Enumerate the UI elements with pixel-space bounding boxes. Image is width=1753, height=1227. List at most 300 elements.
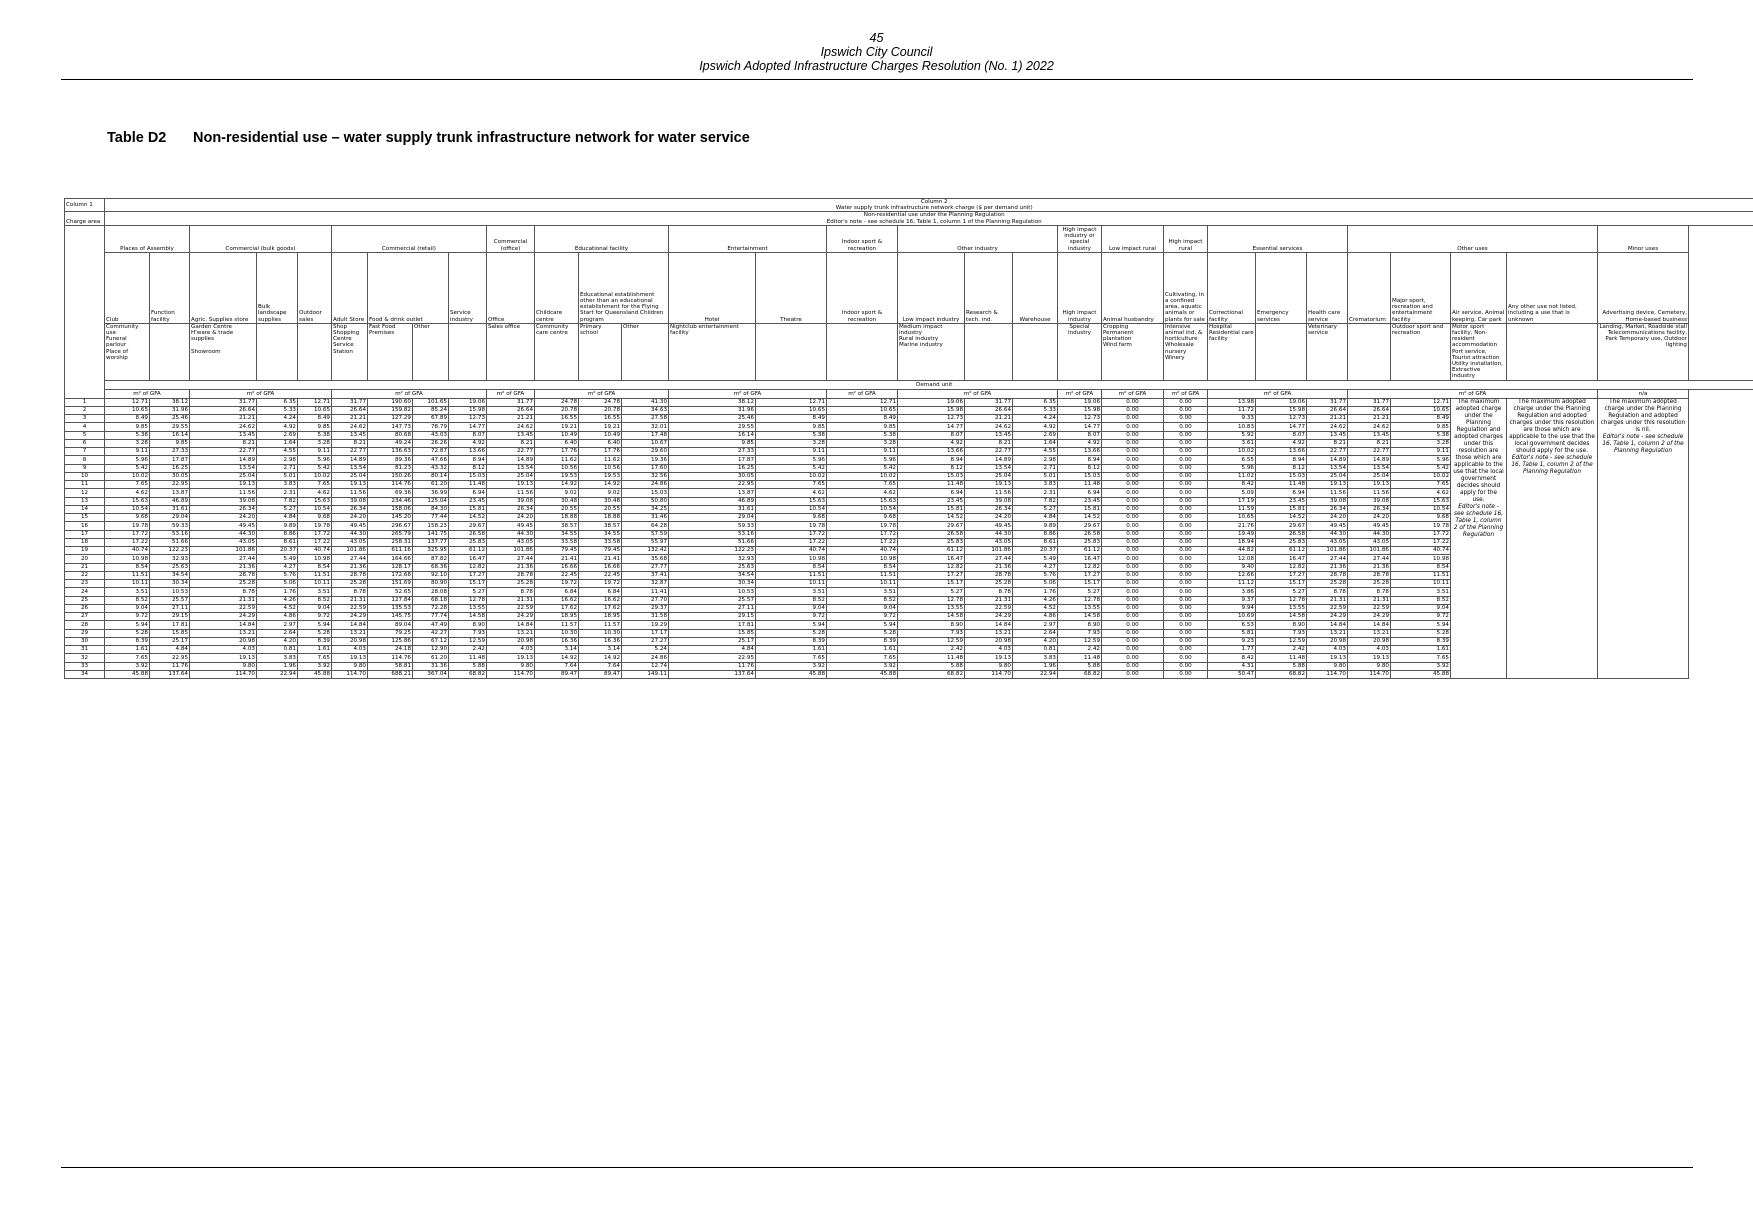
table-cell: 16.66 bbox=[579, 563, 622, 571]
table-cell: 3.28 bbox=[298, 439, 332, 447]
table-cell: 6.84 bbox=[535, 588, 579, 596]
example-item: Winery bbox=[1165, 354, 1185, 361]
table-cell: 9.37 bbox=[1208, 596, 1256, 604]
table-cell: 14.77 bbox=[449, 423, 487, 431]
table-cell: 25.04 bbox=[965, 472, 1013, 480]
table-cell: 145.75 bbox=[368, 613, 413, 621]
table-cell: 101.86 bbox=[965, 547, 1013, 555]
table-cell: 27.27 bbox=[622, 637, 669, 645]
table-cell: 14.58 bbox=[449, 613, 487, 621]
table-cell: 29.67 bbox=[1256, 522, 1307, 530]
footer-rule bbox=[61, 1167, 1693, 1168]
table-cell: 2.42 bbox=[1256, 646, 1307, 654]
table-cell: 30.48 bbox=[579, 497, 622, 505]
table-cell: 0.00 bbox=[1102, 580, 1164, 588]
table-cell: 122.23 bbox=[150, 547, 190, 555]
table-cell: 10.65 bbox=[1391, 406, 1451, 414]
table-cell: 0.00 bbox=[1164, 596, 1208, 604]
table-cell: 11.62 bbox=[579, 456, 622, 464]
table-cell: 0.00 bbox=[1102, 489, 1164, 497]
table-cell: 21.76 bbox=[1208, 522, 1256, 530]
table-cell: 2.31 bbox=[1013, 489, 1058, 497]
table-cell: 7.65 bbox=[298, 481, 332, 489]
examples-edu-b: Other bbox=[622, 323, 669, 380]
table-cell: 14.84 bbox=[1307, 621, 1348, 629]
table-cell: 13.21 bbox=[332, 629, 368, 637]
table-cell: 0.00 bbox=[1164, 481, 1208, 489]
table-cell: 7.65 bbox=[105, 481, 150, 489]
table-cell: 28.78 bbox=[190, 571, 257, 579]
note-text: The maximum adopted charge under the Planning Regulation and adopted charges under this resolution is nil. bbox=[1600, 398, 1686, 433]
table-cell: 0.00 bbox=[1102, 505, 1164, 513]
table-cell: 0.00 bbox=[1164, 538, 1208, 546]
table-cell: 125.04 bbox=[413, 497, 449, 505]
table-cell: 16.36 bbox=[579, 637, 622, 645]
col-name: Office bbox=[487, 252, 535, 323]
table-cell: 22.59 bbox=[487, 604, 535, 612]
table-cell: 49.45 bbox=[190, 522, 257, 530]
table-cell: 4.84 bbox=[1013, 514, 1058, 522]
table-cell: 7.64 bbox=[535, 662, 579, 670]
table-cell: 3.86 bbox=[1208, 588, 1256, 596]
table-cell: 4.26 bbox=[257, 596, 298, 604]
table-cell: 114.70 bbox=[190, 670, 257, 678]
table-cell: 5.38 bbox=[105, 431, 150, 439]
table-cell: 40.74 bbox=[298, 547, 332, 555]
table-cell: 29.55 bbox=[150, 423, 190, 431]
table-cell: 11 bbox=[65, 481, 105, 489]
table-cell: 11.48 bbox=[1256, 481, 1307, 489]
table-cell: 3.14 bbox=[535, 646, 579, 654]
table-cell: 20.98 bbox=[332, 637, 368, 645]
table-cell: 4.03 bbox=[1348, 646, 1391, 654]
table-cell: 21.21 bbox=[1348, 415, 1391, 423]
table-cell: 9.04 bbox=[827, 604, 898, 612]
editor-note: Editor's note - see schedule 16, Table 1, column 2 of the Planning Regulation bbox=[1453, 503, 1504, 538]
table-cell: 68.18 bbox=[413, 596, 449, 604]
example-item: Medium impact industry bbox=[899, 323, 943, 337]
table-cell: 24.18 bbox=[368, 646, 413, 654]
table-cell: 12.82 bbox=[1058, 563, 1102, 571]
group-other-industry: Other industry bbox=[898, 225, 1058, 252]
table-cell: 15.81 bbox=[898, 505, 965, 513]
table-cell: 45.88 bbox=[1391, 670, 1451, 678]
table-cell: 29 bbox=[65, 629, 105, 637]
table-cell: 18 bbox=[65, 538, 105, 546]
table-cell: 19.06 bbox=[1058, 398, 1102, 406]
table-cell: 24.20 bbox=[332, 514, 368, 522]
table-cell: 10.98 bbox=[105, 555, 150, 563]
planning-regulation-header bbox=[105, 212, 1753, 225]
table-cell: 29.15 bbox=[669, 613, 756, 621]
table-cell: 17.60 bbox=[622, 464, 669, 472]
table-cell: 0.00 bbox=[1164, 629, 1208, 637]
table-cell: 33.58 bbox=[535, 538, 579, 546]
table-cell: 8.07 bbox=[449, 431, 487, 439]
table-cell: 5.01 bbox=[1013, 472, 1058, 480]
table-cell: 6.35 bbox=[1013, 398, 1058, 406]
example-item: Residential care facility bbox=[1209, 330, 1254, 343]
table-cell: 5.96 bbox=[105, 456, 150, 464]
table-cell: 15.03 bbox=[1256, 472, 1307, 480]
table-cell: 51.66 bbox=[150, 538, 190, 546]
table-cell: 89.36 bbox=[368, 456, 413, 464]
table-cell: 21.31 bbox=[1307, 596, 1348, 604]
table-cell: 114.76 bbox=[368, 481, 413, 489]
table-cell: 24.62 bbox=[965, 423, 1013, 431]
name-row-spacer bbox=[65, 252, 105, 323]
data-rows bbox=[65, 398, 1753, 679]
examples-low-impact bbox=[898, 323, 965, 380]
table-cell: 26.58 bbox=[898, 530, 965, 538]
table-cell: 34.54 bbox=[150, 571, 190, 579]
table-cell: 42.27 bbox=[413, 629, 449, 637]
table-cell: 47.49 bbox=[413, 621, 449, 629]
col-name: Emergency services bbox=[1256, 252, 1307, 323]
table-cell: 25.57 bbox=[150, 596, 190, 604]
table-cell: 0.00 bbox=[1102, 456, 1164, 464]
table-cell: 13.87 bbox=[150, 489, 190, 497]
table-cell: 16.36 bbox=[535, 637, 579, 645]
table-cell: 31.96 bbox=[150, 406, 190, 414]
table-cell: 20.55 bbox=[579, 505, 622, 513]
table-cell: 0.00 bbox=[1164, 654, 1208, 662]
examples-hotel: Nightclub entertainment facility bbox=[669, 323, 756, 380]
table-cell: 10.30 bbox=[535, 629, 579, 637]
table-cell: 13.55 bbox=[1256, 604, 1307, 612]
table-cell: 13.54 bbox=[190, 464, 257, 472]
table-cell: 0.00 bbox=[1164, 456, 1208, 464]
table-cell: 31.96 bbox=[669, 406, 756, 414]
table-cell: 15.17 bbox=[898, 580, 965, 588]
table-cell: 21.21 bbox=[487, 415, 535, 423]
table-cell: 34.25 bbox=[622, 505, 669, 513]
table-cell: 44.82 bbox=[1208, 547, 1256, 555]
table-cell: 10.11 bbox=[827, 580, 898, 588]
table-cell: 10.69 bbox=[1208, 613, 1256, 621]
table-cell: 21.21 bbox=[332, 415, 368, 423]
table-cell: 3.92 bbox=[105, 662, 150, 670]
table-row bbox=[65, 398, 1753, 406]
table-cell: 17.87 bbox=[669, 456, 756, 464]
table-cell: 10.56 bbox=[579, 464, 622, 472]
table-cell: 28.78 bbox=[965, 571, 1013, 579]
table-cell: 4.03 bbox=[1307, 646, 1348, 654]
table-cell: 3.83 bbox=[257, 654, 298, 662]
table-cell: 7.93 bbox=[1256, 629, 1307, 637]
table-cell: 4.62 bbox=[1391, 489, 1451, 497]
table-cell: 8.78 bbox=[487, 588, 535, 596]
group-high-impact-industry: High impact industry or special industry bbox=[1058, 225, 1102, 252]
table-cell: 20.55 bbox=[535, 505, 579, 513]
table-cell: 40.74 bbox=[1391, 547, 1451, 555]
table-cell: 30.34 bbox=[669, 580, 756, 588]
table-cell: 3.83 bbox=[257, 481, 298, 489]
table-cell: 24.78 bbox=[535, 398, 579, 406]
table-cell: 17.76 bbox=[579, 448, 622, 456]
col-name: Correctional facility bbox=[1208, 252, 1256, 323]
col-name: Any other use not listed, including a use that is unknown bbox=[1507, 252, 1598, 323]
examples-food-b: Other bbox=[413, 323, 449, 380]
table-cell: 19.13 bbox=[190, 654, 257, 662]
table-cell: 7.65 bbox=[756, 481, 827, 489]
table-cell: 10.54 bbox=[1391, 505, 1451, 513]
table-cell: 25.57 bbox=[669, 596, 756, 604]
table-cell: 2.64 bbox=[257, 629, 298, 637]
table-cell: 43.05 bbox=[1348, 538, 1391, 546]
table-cell: 77.74 bbox=[413, 613, 449, 621]
table-cell: 5.28 bbox=[298, 629, 332, 637]
table-cell: 5.27 bbox=[1058, 588, 1102, 596]
table-cell: 5.09 bbox=[1208, 489, 1256, 497]
table-cell: 9.94 bbox=[1208, 604, 1256, 612]
table-cell: 32.56 bbox=[622, 472, 669, 480]
table-cell: 24.20 bbox=[965, 514, 1013, 522]
table-cell: 8.39 bbox=[1391, 637, 1451, 645]
examples-air bbox=[1451, 323, 1507, 380]
col-name: Crematorium bbox=[1348, 252, 1391, 323]
table-cell: 0.00 bbox=[1164, 431, 1208, 439]
col-name: Cultivating, in a confined area, aquatic animals or plants for sale bbox=[1164, 252, 1208, 323]
table-cell: 35.68 bbox=[622, 555, 669, 563]
table-cell: 158.06 bbox=[368, 505, 413, 513]
table-cell: 24.78 bbox=[579, 398, 622, 406]
table-cell: 23.45 bbox=[1058, 497, 1102, 505]
table-cell: 34.63 bbox=[622, 406, 669, 414]
table-cell: 14.52 bbox=[1058, 514, 1102, 522]
example-item: Permanent plantation bbox=[1103, 330, 1134, 343]
table-cell: 25.46 bbox=[669, 415, 756, 423]
table-cell: 25.04 bbox=[332, 472, 368, 480]
table-cell: 26.64 bbox=[487, 406, 535, 414]
table-cell: 3.51 bbox=[1391, 588, 1451, 596]
col-name: Research & tech. ind. bbox=[965, 252, 1013, 323]
table-cell: 10.56 bbox=[535, 464, 579, 472]
group-commercial-bulk: Commercial (bulk goods) bbox=[190, 225, 332, 252]
table-cell: 19.13 bbox=[190, 481, 257, 489]
table-cell: 12.82 bbox=[1256, 563, 1307, 571]
table-cell: 7 bbox=[65, 448, 105, 456]
table-cell: 16.55 bbox=[579, 415, 622, 423]
table-cell: 8.49 bbox=[105, 415, 150, 423]
table-cell: 10.11 bbox=[298, 580, 332, 588]
table-cell: 8.86 bbox=[257, 530, 298, 538]
table-cell: 4.20 bbox=[1013, 637, 1058, 645]
group-commercial-office: Commercial (office) bbox=[487, 225, 535, 252]
table-cell: 13.45 bbox=[1307, 431, 1348, 439]
table-cell: 19.78 bbox=[827, 522, 898, 530]
table-cell: 37.41 bbox=[622, 571, 669, 579]
table-cell: 5.81 bbox=[1208, 629, 1256, 637]
table-cell: 5.27 bbox=[1256, 588, 1307, 596]
table-cell: 25.04 bbox=[487, 472, 535, 480]
table-cell: 13.45 bbox=[190, 431, 257, 439]
table-cell: 234.46 bbox=[368, 497, 413, 505]
table-cell: 20.78 bbox=[579, 406, 622, 414]
table-cell: 23.45 bbox=[449, 497, 487, 505]
table-cell: 20 bbox=[65, 555, 105, 563]
header-rule bbox=[61, 79, 1693, 80]
table-cell: 31.58 bbox=[622, 613, 669, 621]
table-cell: 61.12 bbox=[1058, 547, 1102, 555]
table-cell: 21.21 bbox=[965, 415, 1013, 423]
table-cell: 5.27 bbox=[898, 588, 965, 596]
table-cell: 21.31 bbox=[190, 596, 257, 604]
table-cell: 6.94 bbox=[1256, 489, 1307, 497]
editor-note: Editor's note - see schedule 16, Table 1, column 2 of the Planning Regulation bbox=[1602, 433, 1684, 454]
table-cell: 3.51 bbox=[827, 588, 898, 596]
table-cell: 68.36 bbox=[413, 563, 449, 571]
table-cell: 101.86 bbox=[1307, 547, 1348, 555]
table-cell: 19.13 bbox=[1307, 654, 1348, 662]
table-cell: 0.81 bbox=[257, 646, 298, 654]
table-cell: 84.30 bbox=[413, 505, 449, 513]
table-cell: 19.13 bbox=[1348, 654, 1391, 662]
table-cell: 32 bbox=[65, 654, 105, 662]
table-cell: 11.48 bbox=[1256, 654, 1307, 662]
table-cell: 5 bbox=[65, 431, 105, 439]
table-cell: 8.90 bbox=[449, 621, 487, 629]
table-cell: 22.95 bbox=[150, 654, 190, 662]
table-cell: 10.54 bbox=[827, 505, 898, 513]
table-cell: 9.80 bbox=[190, 662, 257, 670]
col-name: Educational establishment other than an educational establishment for the Flying Start for Queensland Children program bbox=[579, 252, 669, 323]
table-cell: 8.42 bbox=[1208, 654, 1256, 662]
table-cell: 20.98 bbox=[487, 637, 535, 645]
table-cell: 4.86 bbox=[257, 613, 298, 621]
table-cell: 8.07 bbox=[1256, 431, 1307, 439]
table-cell: 32.01 bbox=[622, 423, 669, 431]
table-cell: 11.48 bbox=[449, 654, 487, 662]
table-cell: 14.89 bbox=[1307, 456, 1348, 464]
table-cell: 150.26 bbox=[368, 472, 413, 480]
table-cell: 9.85 bbox=[827, 423, 898, 431]
table-cell: 31.77 bbox=[1348, 398, 1391, 406]
table-cell: 4.55 bbox=[1013, 448, 1058, 456]
table-cell: 19.29 bbox=[622, 621, 669, 629]
table-cell: 3.83 bbox=[1013, 654, 1058, 662]
unit-row-spacer bbox=[65, 389, 105, 398]
table-cell: 0.00 bbox=[1102, 571, 1164, 579]
table-cell: 31 bbox=[65, 646, 105, 654]
example-item: Utility installation, Extractive industry bbox=[1452, 361, 1503, 380]
table-cell: 8.21 bbox=[1307, 439, 1348, 447]
table-cell: 14.52 bbox=[449, 514, 487, 522]
table-cell: 0.00 bbox=[1164, 588, 1208, 596]
table-cell: 2.69 bbox=[1013, 431, 1058, 439]
table-cell: 10.65 bbox=[105, 406, 150, 414]
example-item: Intensive animal ind. & horticulture bbox=[1165, 323, 1203, 343]
table-cell: 92.10 bbox=[413, 571, 449, 579]
table-cell: 9.04 bbox=[756, 604, 827, 612]
table-cell: 0.00 bbox=[1102, 637, 1164, 645]
table-cell: 24.62 bbox=[1348, 423, 1391, 431]
table-cell: 8.61 bbox=[1013, 538, 1058, 546]
table-cell: 22.77 bbox=[1348, 448, 1391, 456]
table-cell: 15.81 bbox=[1058, 505, 1102, 513]
table-cell: 12.73 bbox=[1256, 415, 1307, 423]
unit-label: m² of GFA bbox=[898, 389, 1058, 398]
table-cell: 29.60 bbox=[622, 448, 669, 456]
table-cell: 8.39 bbox=[105, 637, 150, 645]
table-cell: 72.87 bbox=[413, 448, 449, 456]
table-cell: 12.59 bbox=[449, 637, 487, 645]
table-cell: 49.45 bbox=[1348, 522, 1391, 530]
table-cell: 25.28 bbox=[1348, 580, 1391, 588]
table-cell: 8.52 bbox=[105, 596, 150, 604]
table-cell: 18.88 bbox=[579, 514, 622, 522]
table-cell: 27.44 bbox=[190, 555, 257, 563]
table-cell: 30.48 bbox=[535, 497, 579, 505]
table-cell: 8.52 bbox=[1391, 596, 1451, 604]
table-cell: 10.53 bbox=[669, 588, 756, 596]
table-cell: 10.98 bbox=[298, 555, 332, 563]
table-cell: 26.34 bbox=[1348, 505, 1391, 513]
table-cell: 15.63 bbox=[1391, 497, 1451, 505]
table-cell: 12.71 bbox=[105, 398, 150, 406]
table-cell: 0.00 bbox=[1164, 646, 1208, 654]
group-indoor-sport: Indoor sport & recreation bbox=[827, 225, 898, 252]
table-cell: 81.23 bbox=[368, 464, 413, 472]
table-cell: 25.28 bbox=[190, 580, 257, 588]
examples-adult bbox=[332, 323, 368, 380]
table-cell: 18.95 bbox=[579, 613, 622, 621]
table-cell: 15.63 bbox=[105, 497, 150, 505]
table-cell: 9.04 bbox=[105, 604, 150, 612]
table-cell: 8.21 bbox=[190, 439, 257, 447]
table-cell: 29.67 bbox=[898, 522, 965, 530]
table-cell: 6.40 bbox=[535, 439, 579, 447]
table-cell: 25.83 bbox=[1256, 538, 1307, 546]
table-cell: 11.02 bbox=[1208, 472, 1256, 480]
table-cell: 43.05 bbox=[332, 538, 368, 546]
table-cell: 11.48 bbox=[1058, 481, 1102, 489]
table-cell: 24.29 bbox=[487, 613, 535, 621]
table-cell: 24.29 bbox=[190, 613, 257, 621]
note-other-uses-a bbox=[1451, 398, 1507, 679]
table-cell: 1.76 bbox=[257, 588, 298, 596]
table-cell: 19.21 bbox=[579, 423, 622, 431]
planning-line-1: Non-residential use under the Planning Regulation bbox=[863, 212, 1005, 219]
table-cell: 21.31 bbox=[487, 596, 535, 604]
table-cell: 16.14 bbox=[150, 431, 190, 439]
table-cell: 5.24 bbox=[622, 646, 669, 654]
table-cell: 4.52 bbox=[1013, 604, 1058, 612]
table-cell: 5.94 bbox=[105, 621, 150, 629]
demand-unit-label: Demand unit bbox=[105, 380, 1753, 389]
col-name: Indoor sport & recreation bbox=[827, 252, 898, 323]
table-cell: 17.72 bbox=[1391, 530, 1451, 538]
table-cell: 17.81 bbox=[669, 621, 756, 629]
table-cell: 10.53 bbox=[150, 588, 190, 596]
table-cell: 5.96 bbox=[827, 456, 898, 464]
table-cell: 7.82 bbox=[257, 497, 298, 505]
table-cell: 13.66 bbox=[1058, 448, 1102, 456]
table-cell: 31.46 bbox=[622, 514, 669, 522]
table-cell: 4.92 bbox=[1058, 439, 1102, 447]
table-cell: 11.56 bbox=[1348, 489, 1391, 497]
table-cell: 13.21 bbox=[487, 629, 535, 637]
table-cell: 22 bbox=[65, 571, 105, 579]
table-cell: 8.12 bbox=[1256, 464, 1307, 472]
table-cell: 11.56 bbox=[487, 489, 535, 497]
table-cell: 25.28 bbox=[965, 580, 1013, 588]
table-cell: 0.00 bbox=[1102, 646, 1164, 654]
table-cell: 34 bbox=[65, 670, 105, 678]
table-cell: 27.44 bbox=[487, 555, 535, 563]
table-cell: 61.12 bbox=[1256, 547, 1307, 555]
table-cell: 17.22 bbox=[105, 538, 150, 546]
